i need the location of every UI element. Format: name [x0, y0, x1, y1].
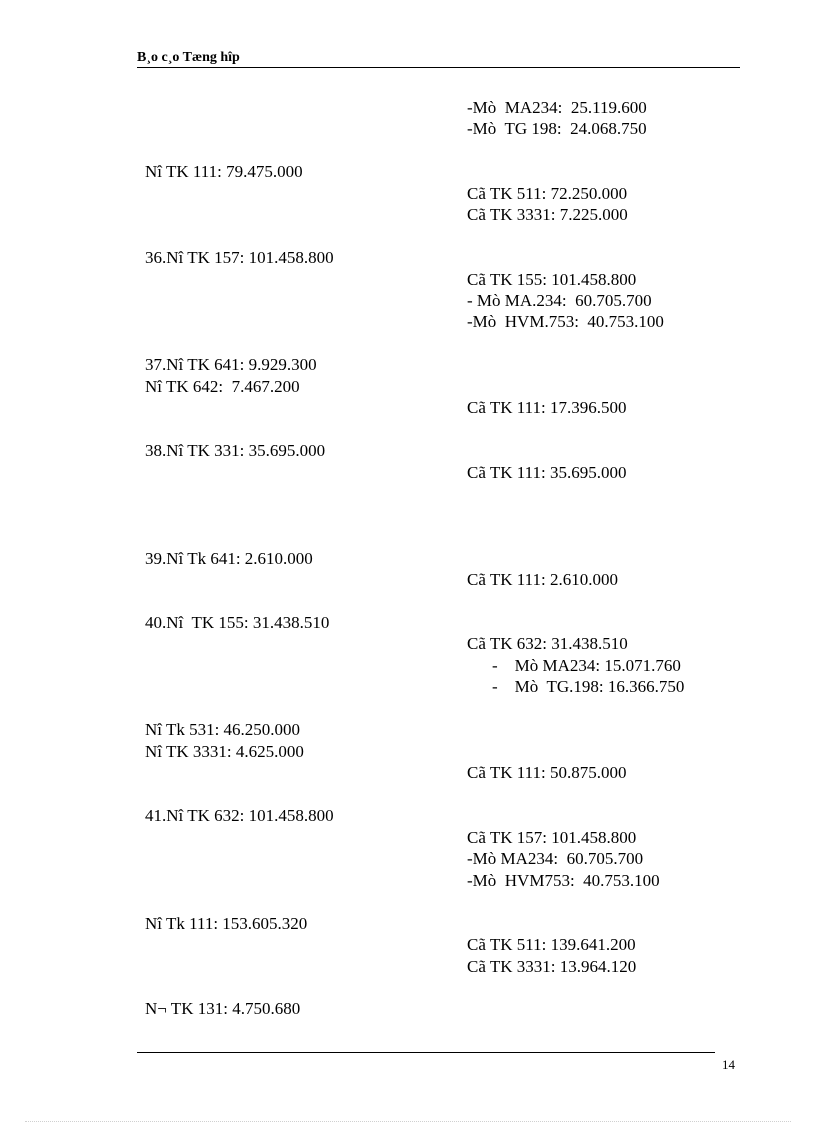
debit-entry-line: 39.Nî Tk 641: 2.610.000 — [145, 549, 313, 568]
debit-entry-line: Nî TK 111: 79.475.000 — [145, 162, 303, 181]
debit-entry-line: 40.Nî TK 155: 31.438.510 — [145, 613, 330, 632]
credit-entry-line: Cã TK 632: 31.438.510 — [467, 634, 628, 653]
credit-entry-line: Cã TK 157: 101.458.800 — [467, 828, 637, 847]
debit-entry-line: Nî Tk 531: 46.250.000 — [145, 720, 301, 739]
header-rule — [137, 67, 740, 68]
credit-entry-line: Cã TK 111: 50.875.000 — [467, 763, 627, 782]
debit-entry-line: 36.Nî TK 157: 101.458.800 — [145, 248, 334, 267]
credit-entry-line: -Mò HVM753: 40.753.100 — [467, 871, 660, 890]
credit-entry-line: Cã TK 511: 72.250.000 — [467, 184, 628, 203]
credit-entry-line: Cã TK 155: 101.458.800 — [467, 270, 637, 289]
page-number: 14 — [722, 1057, 735, 1072]
debit-entry-line: Nî TK 3331: 4.625.000 — [145, 742, 304, 761]
debit-entry-line: Nî Tk 111: 153.605.320 — [145, 914, 308, 933]
page-bottom-edge — [25, 1121, 791, 1122]
debit-entry-line: Nî TK 642: 7.467.200 — [145, 377, 300, 396]
debit-entry-line: 41.Nî TK 632: 101.458.800 — [145, 806, 334, 825]
credit-entry-line: Cã TK 111: 17.396.500 — [467, 398, 627, 417]
credit-entry-line: Cã TK 3331: 13.964.120 — [467, 957, 637, 976]
credit-subitem-line: - Mò TG.198: 16.366.750 — [492, 677, 685, 696]
credit-entry-line: -Mò MA234: 25.119.600 — [467, 98, 647, 117]
credit-entry-line: -Mò TG 198: 24.068.750 — [467, 119, 647, 138]
footer-rule — [137, 1052, 715, 1053]
credit-entry-line: Cã TK 111: 2.610.000 — [467, 570, 618, 589]
credit-entry-line: Cã TK 511: 139.641.200 — [467, 935, 636, 954]
credit-entry-line: Cã TK 111: 35.695.000 — [467, 463, 627, 482]
debit-entry-line: 38.Nî TK 331: 35.695.000 — [145, 441, 326, 460]
credit-entry-line: -Mò HVM.753: 40.753.100 — [467, 312, 664, 331]
debit-entry-line: 37.Nî TK 641: 9.929.300 — [145, 355, 317, 374]
credit-entry-line: Cã TK 3331: 7.225.000 — [467, 205, 628, 224]
credit-entry-line: -Mò MA234: 60.705.700 — [467, 849, 644, 868]
debit-entry-line: N¬ TK 131: 4.750.680 — [145, 999, 301, 1018]
credit-entry-line: - Mò MA.234: 60.705.700 — [467, 291, 652, 310]
credit-subitem-line: - Mò MA234: 15.071.760 — [492, 656, 681, 675]
page-header-title: B¸o c¸o Tæng hîp — [137, 50, 240, 65]
